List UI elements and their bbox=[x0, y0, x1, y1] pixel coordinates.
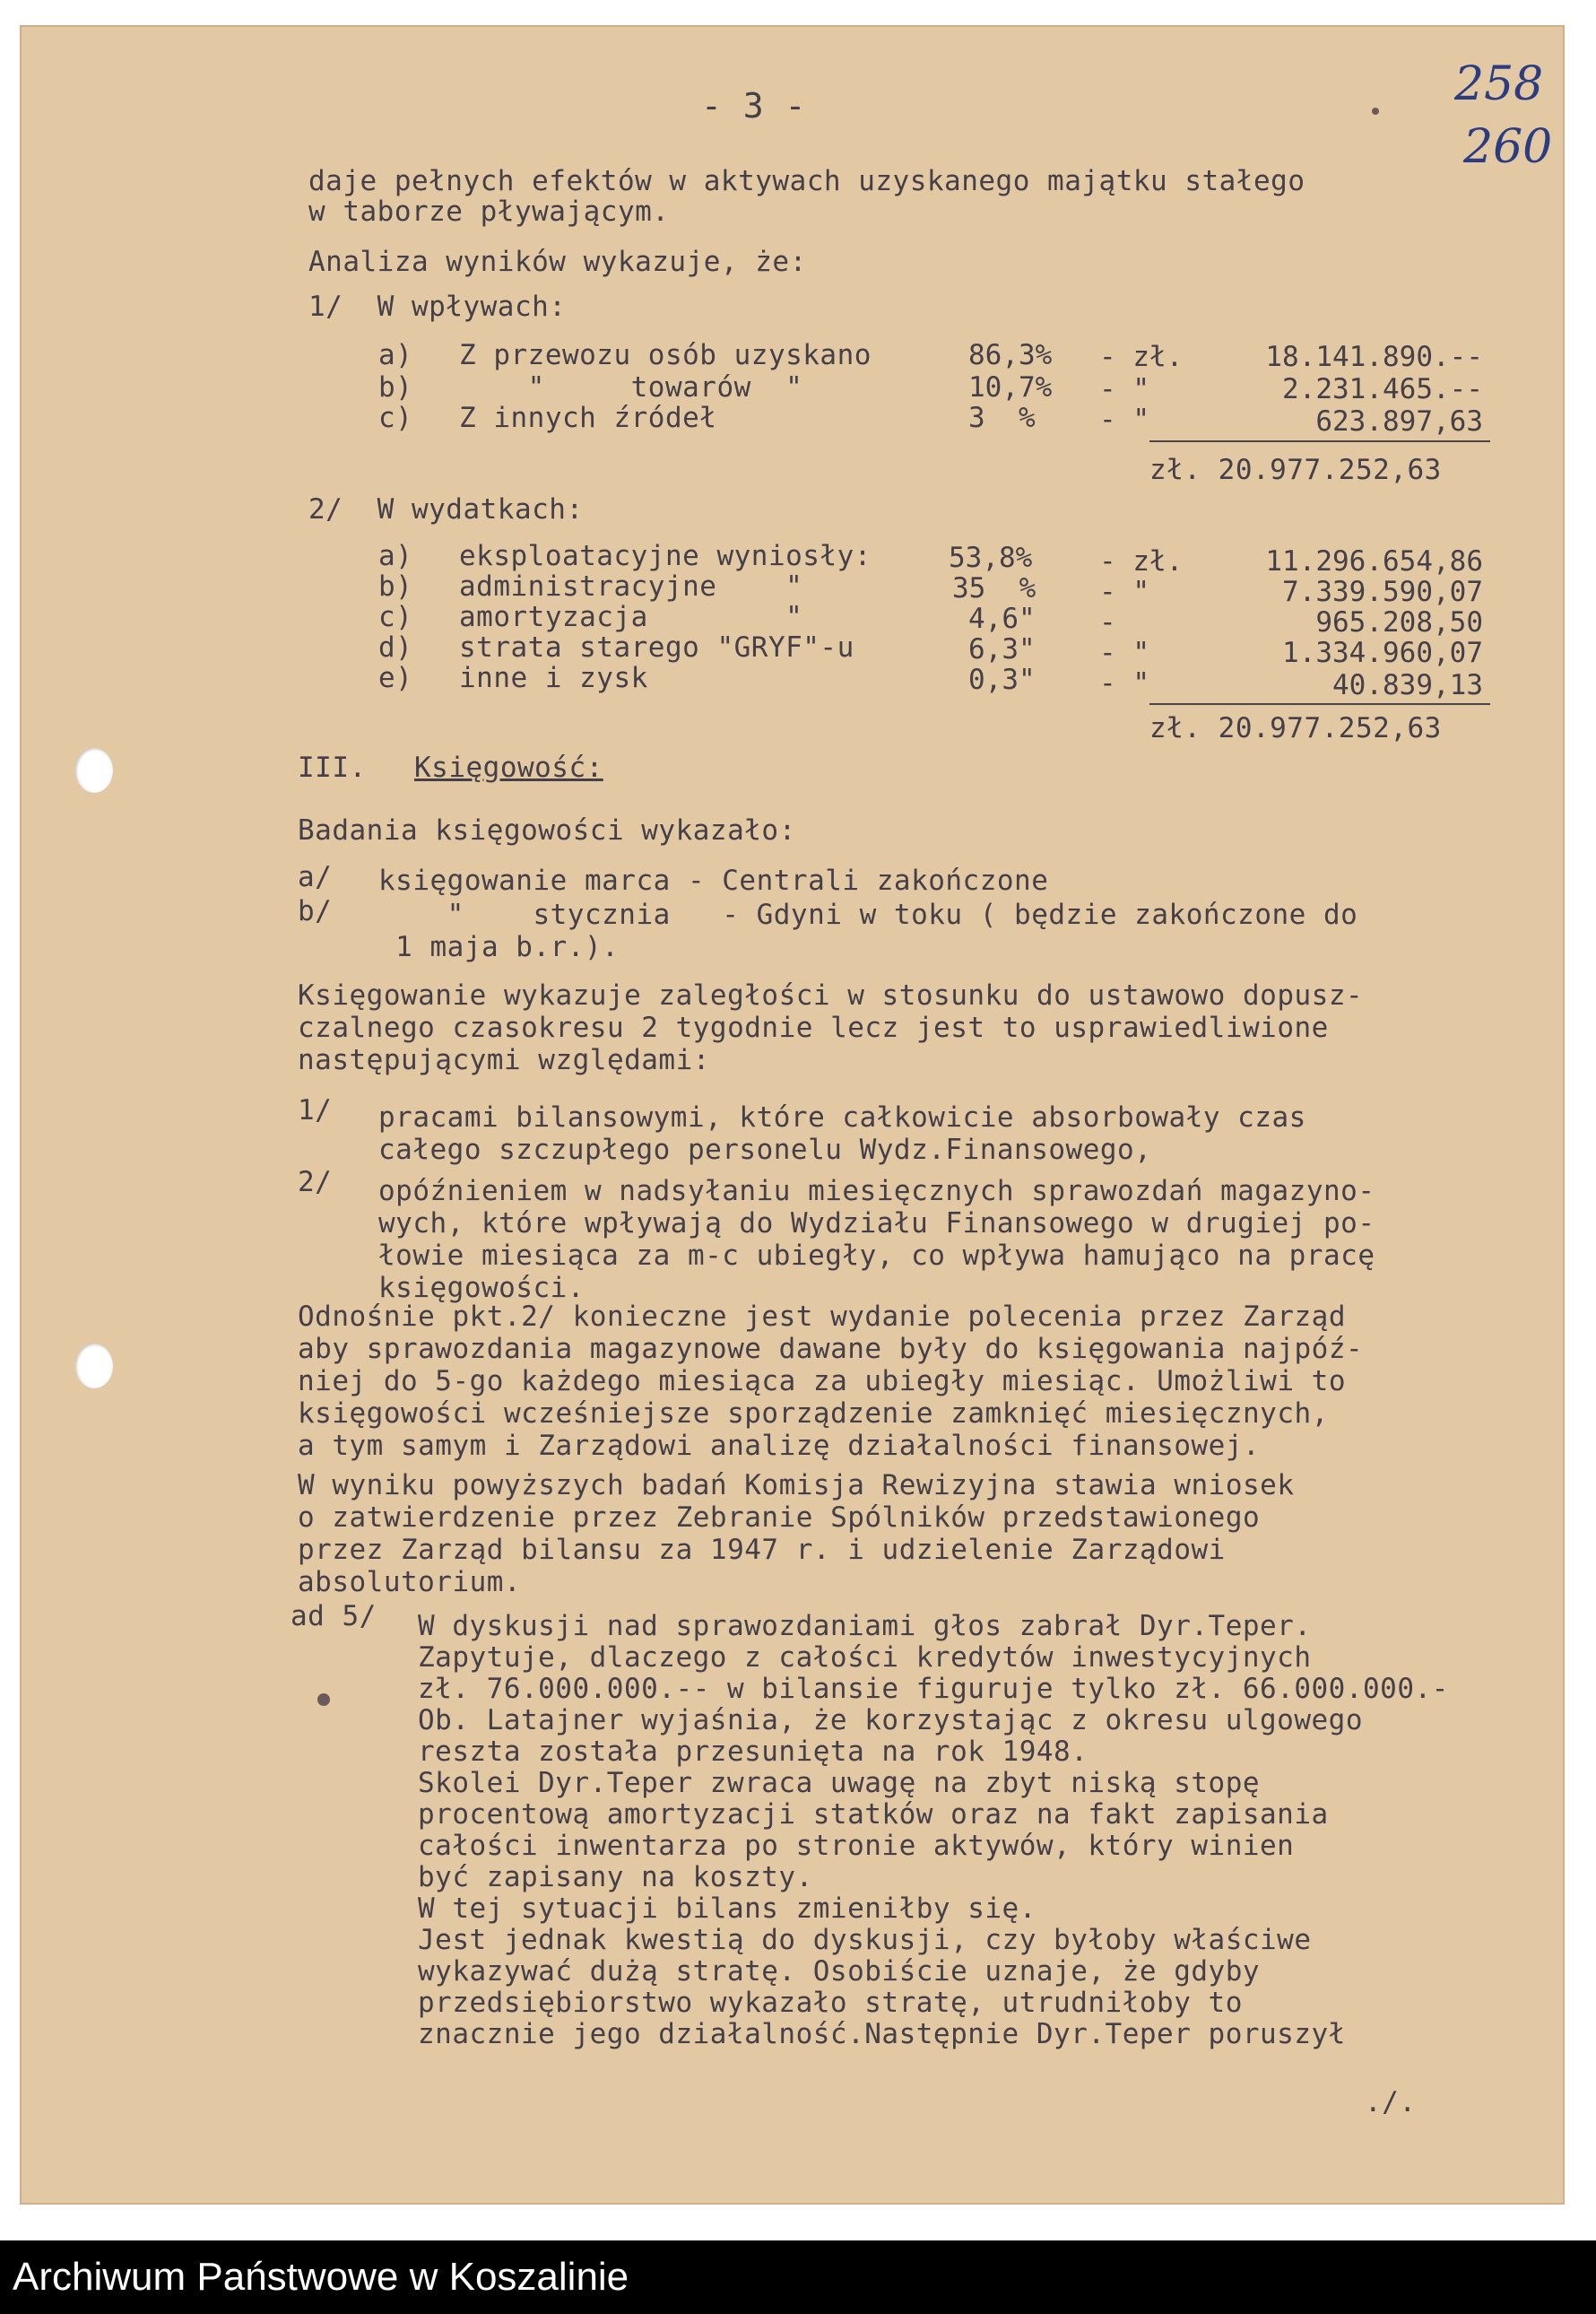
section3-reason-1-label: 1/ bbox=[298, 1094, 333, 1127]
expense-row-b-amount: 7.339.590,07 bbox=[1282, 576, 1483, 608]
section3-paragraph-1: Księgowanie wykazuje zaległości w stosunku do ustawowo dopusz- czalnego czasokresu 2 tygodnie lecz jest to usprawiedliwione następującymi względami: bbox=[298, 979, 1364, 1076]
expense-row-b-pct: 35 % bbox=[952, 572, 1037, 605]
section3-intro: Badania księgowości wykazało: bbox=[298, 814, 796, 847]
section3-number: III. bbox=[298, 752, 367, 784]
punch-hole-top bbox=[75, 748, 113, 793]
ad5-text: W dyskusji nad sprawozdaniami głos zabrał Dyr.Teper. Zapytuje, dlaczego z całości kredytów inwestycyjnych zł. 76.000.000.-- w bilansie figuruje tylko zł. 66.000.000.- Ob. Latajner wyjaśnia, że korzystając z okresu ulgowego reszta została przesunięta na rok 1948. Skolei Dyr.Teper zwraca uwagę na zbyt niską stopę procentową amortyzacji statków oraz na fakt zapisania całości inwentarza po stronie aktywów, który winien być zapisany na koszty. W tej sytuacji bilans zmieniłby się. Jest jednak kwestią do dyskusji, czy byłoby właściwe wykazywać dużą stratę. Osobiście uznaje, że gdyby przedsiębiorstwo wykazało stratę, utrudniłoby to znacznie jego działalność.Następnie Dyr.Teper poruszył bbox=[418, 1610, 1449, 2050]
expense-row-d-letter: d) bbox=[378, 631, 413, 664]
income-row-c-amount: 623.897,63 bbox=[1315, 405, 1483, 438]
income-row-a-letter: a) bbox=[378, 339, 413, 371]
ad5-label: ad 5/ bbox=[291, 1600, 377, 1632]
income-row-a-sep: - zł. bbox=[1099, 341, 1184, 373]
income-row-b-pct: 10,7% bbox=[968, 371, 1053, 404]
expense-row-e-sep: - " bbox=[1099, 667, 1149, 700]
ink-dot-top bbox=[1372, 108, 1379, 115]
income-row-a-amount: 18.141.890.-- bbox=[1265, 341, 1483, 373]
expense-row-d-sep: - " bbox=[1099, 637, 1149, 669]
income-row-c-label: Z innych źródeł bbox=[459, 402, 717, 434]
expense-row-a-pct: 53,8% bbox=[949, 542, 1033, 574]
expense-row-e-letter: e) bbox=[378, 662, 413, 694]
income-row-a-pct: 86,3% bbox=[968, 339, 1053, 371]
section3-reason-2-label: 2/ bbox=[298, 1166, 333, 1198]
archive-footer: Archiwum Państwowe w Koszalinie bbox=[0, 2240, 1596, 2314]
punch-hole-bottom bbox=[75, 1344, 113, 1388]
expense-row-c-pct: 4,6" bbox=[968, 603, 1036, 635]
income-row-a-label: Z przewozu osób uzyskano bbox=[459, 339, 872, 371]
expense-row-a-label: eksploatacyjne wyniosły: bbox=[459, 540, 872, 572]
expense-row-c-sep: - bbox=[1099, 606, 1116, 639]
expense-row-b-letter: b) bbox=[378, 570, 413, 603]
expenses-heading: 2/ W wydatkach: bbox=[308, 493, 584, 526]
handwritten-number-bottom: 260 bbox=[1463, 120, 1553, 174]
ink-dot bbox=[317, 1693, 330, 1706]
section3-item-a-text: księgowanie marca - Centrali zakończone bbox=[378, 865, 1049, 897]
expense-row-a-sep: - zł. bbox=[1099, 545, 1184, 578]
section3-paragraph-3: W wyniku powyższych badań Komisja Rewizyjna stawia wniosek o zatwierdzenie przez Zebranie Spólników przedstawionego przez Zarząd bilansu za 1947 r. i udzielenie Zarządowi absolutorium. bbox=[298, 1469, 1295, 1598]
income-row-b-label: " towarów " bbox=[459, 371, 803, 404]
income-row-c-pct: 3 % bbox=[968, 402, 1036, 434]
expense-row-e-amount: 40.839,13 bbox=[1332, 669, 1483, 701]
expense-row-b-sep: - " bbox=[1099, 576, 1149, 608]
expense-row-d-pct: 6,3" bbox=[968, 633, 1036, 665]
section3-item-b-label: b/ bbox=[298, 895, 333, 927]
expense-row-e-pct: 0,3" bbox=[968, 664, 1036, 696]
income-row-c-letter: c) bbox=[378, 402, 413, 434]
expense-row-a-amount: 11.296.654,86 bbox=[1265, 545, 1483, 578]
expense-row-c-label: amortyzacja " bbox=[459, 601, 803, 633]
section3-reason-2-text: opóźnieniem w nadsyłaniu miesięcznych sprawozdań magazyno- wych, które wpływają do Wydziału Finansowego w drugiej po- łowie miesiąca za m-c ubiegły, co wpływa hamująco na pracę księgowości. bbox=[378, 1175, 1375, 1304]
section3-item-b-text: " stycznia - Gdyni w toku ( będzie zakończone do 1 maja b.r.). bbox=[395, 899, 1358, 963]
intro-line-1: daje pełnych efektów w aktywach uzyskanego majątku stałego bbox=[308, 165, 1305, 197]
expenses-sum-line bbox=[1149, 703, 1490, 705]
expense-row-a-letter: a) bbox=[378, 540, 413, 572]
expense-row-c-amount: 965.208,50 bbox=[1315, 606, 1483, 639]
expense-row-e-label: inne i zysk bbox=[459, 662, 648, 694]
analysis-title: Analiza wyników wykazuje, że: bbox=[308, 246, 807, 278]
section3-paragraph-2: Odnośnie pkt.2/ konieczne jest wydanie polecenia przez Zarząd aby sprawozdania magazynowe dawane były do księgowania najpóź- niej do 5-go każdego miesiąca za ubiegły miesiąc. Umożliwi to księgowości wcześniejsze sporządzenie zamknięć miesięcznych, a tym samym i Zarządowi analizę działalności finansowej. bbox=[298, 1301, 1364, 1462]
income-sum-line bbox=[1149, 440, 1490, 442]
continuation-mark: ./. bbox=[1365, 2086, 1417, 2118]
expense-row-b-label: administracyjne " bbox=[459, 570, 803, 603]
page-number: - 3 - bbox=[701, 86, 806, 126]
intro-line-2: w taborze pływającym. bbox=[308, 196, 670, 228]
document-page bbox=[20, 25, 1565, 2205]
income-row-c-sep: - " bbox=[1099, 404, 1149, 436]
expense-row-d-label: strata starego "GRYF"-u bbox=[459, 631, 854, 664]
income-row-b-letter: b) bbox=[378, 371, 413, 404]
handwritten-number-top: 258 bbox=[1454, 57, 1544, 111]
section3-title: Księgowość: bbox=[414, 752, 603, 784]
income-heading: 1/ W wpływach: bbox=[308, 291, 567, 323]
section3-reason-1-text: pracami bilansowymi, które całkowicie absorbowały czas całego szczupłego personelu Wydz.Finansowego, bbox=[378, 1101, 1306, 1166]
income-row-b-sep: - " bbox=[1099, 373, 1149, 405]
expense-row-c-letter: c) bbox=[378, 601, 413, 633]
expense-row-d-amount: 1.334.960,07 bbox=[1282, 637, 1483, 669]
income-total: zł. 20.977.252,63 bbox=[1149, 454, 1442, 486]
section3-item-a-label: a/ bbox=[298, 861, 333, 893]
income-row-b-amount: 2.231.465.-- bbox=[1282, 373, 1483, 405]
expenses-total: zł. 20.977.252,63 bbox=[1149, 712, 1442, 744]
